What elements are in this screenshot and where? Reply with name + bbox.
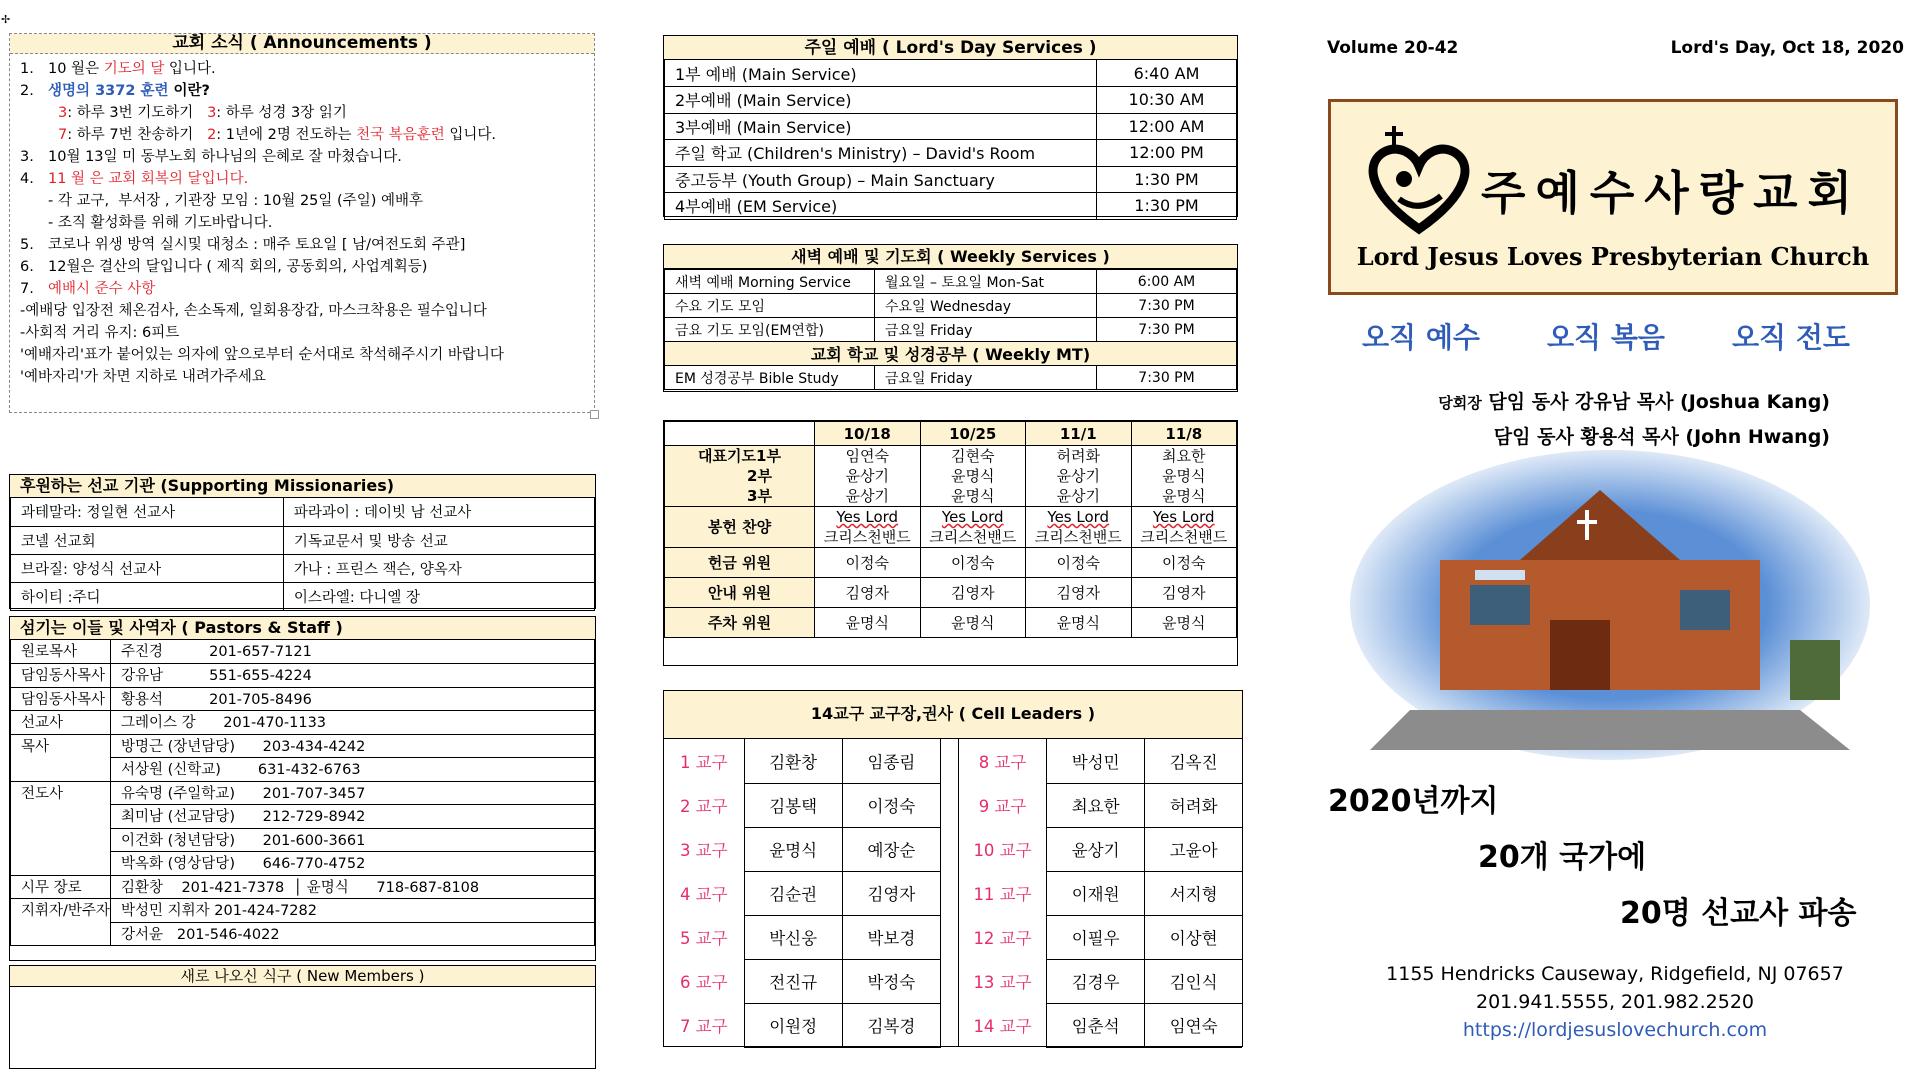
cell-leader: 윤명식 [744, 827, 842, 871]
announcement-number: 2. [20, 83, 34, 99]
prayer-name: 윤명식 [951, 487, 995, 505]
praise-line: 크리스천밴드 [823, 528, 911, 546]
table-row [664, 871, 1242, 915]
service-name: 4부예배 (EM Service) [665, 193, 1097, 220]
cell-divider [941, 783, 959, 827]
cell-leaders-table [664, 739, 1242, 1048]
announcement-text: - 각 교구, 부서장 , 기관장 모임 : 10월 25일 (주일) 예배후 [48, 193, 423, 209]
table-row [11, 554, 595, 582]
prayer-name: 윤상기 [1056, 467, 1100, 485]
cell-number: 11 교구 [973, 885, 1032, 904]
table-row [665, 507, 1237, 548]
date-label: Lord's Day, Oct 18, 2020 [1670, 38, 1904, 58]
table-row [664, 783, 1242, 827]
prayer-name: 임연숙 [845, 447, 889, 465]
staff-entry: 서상원 (신학교) 631-432-6763 [111, 758, 595, 782]
role-value: 윤명식 [1131, 608, 1237, 638]
cell-leader: 김환창 [744, 739, 842, 783]
cell-number: 5 교구 [679, 929, 728, 948]
cell-leader: 이필우 [1047, 915, 1145, 959]
services-title: 주일 예배 ( Lord's Day Services ) [664, 36, 1237, 60]
service-time: 6:40 AM [1097, 60, 1237, 87]
announcement-text: : 하루 3번 기도하기 [67, 105, 208, 121]
announcement-text: : 하루 성경 3장 읽기 [216, 105, 347, 121]
cell-leaders-box [663, 690, 1243, 1047]
pastor-line-1: 당회장 담임 동사 강유남 목사 (Joshua Kang) [1438, 391, 1830, 413]
announcements-box [9, 33, 595, 413]
table-row [665, 193, 1237, 220]
cell-number: 2 교구 [679, 797, 728, 816]
praise-cell [815, 507, 921, 548]
staff-role: 원로목사 [11, 640, 111, 664]
praise-line: Yes Lord [1152, 508, 1215, 526]
role-value: 이정숙 [815, 548, 921, 578]
missionary-cell: 하이티 :주디 [11, 582, 284, 610]
cell-number: 12 교구 [973, 929, 1032, 948]
address: 1155 Hendricks Causeway, Ridgefield, NJ 07657 [1386, 963, 1844, 985]
cell-deaconess: 고윤아 [1145, 827, 1242, 871]
table-row [664, 1003, 1242, 1047]
prayer-label [665, 446, 815, 507]
role-value: 김영자 [1026, 578, 1132, 608]
missionary-cell: 과테말라: 정일현 선교사 [11, 498, 284, 526]
service-time: 12:00 PM [1097, 140, 1237, 167]
table-row [11, 582, 595, 610]
church-logo [1328, 99, 1898, 295]
missionaries-table [10, 498, 595, 611]
praise-cell [920, 507, 1026, 548]
cell-deaconess: 김복경 [842, 1003, 940, 1047]
new-members-box [9, 965, 596, 1069]
cell-deaconess: 이상현 [1145, 915, 1242, 959]
announcement-line [20, 80, 584, 102]
role-label: 안내 위원 [665, 578, 815, 608]
logo-english-text: Lord Jesus Loves Presbyterian Church [1356, 242, 1870, 271]
table-row [665, 422, 1237, 446]
cell-number: 14 교구 [973, 1017, 1032, 1036]
service-time: 1:30 PM [1097, 166, 1237, 193]
announcement-text: -예배당 입장전 체온검사, 손소독제, 일회용장갑, 마스크착용은 필수입니다 [20, 303, 487, 319]
prayer-name: 윤상기 [1056, 487, 1100, 505]
weekly-name: 새벽 예배 Morning Service [665, 270, 875, 294]
cell-deaconess: 서지형 [1145, 871, 1242, 915]
staff-role: 담임동사목사 [11, 664, 111, 688]
cell-leader: 최요한 [1047, 783, 1145, 827]
announcement-text: 3 [207, 105, 217, 121]
cell-deaconess: 허려화 [1145, 783, 1242, 827]
announcements-title: 교회 소식 ( Announcements ) [10, 34, 594, 54]
prayer-cell [1131, 446, 1237, 507]
missionary-cell: 브라질: 양성식 선교사 [11, 554, 284, 582]
weekly-name: 금요 기도 모임(EM연합) [665, 318, 875, 342]
staff-role: 시무 장로 [11, 875, 111, 899]
staff-table [10, 640, 595, 946]
staff-entry: 주진경 201-657-7121 [111, 640, 595, 664]
cell-leader: 김봉택 [744, 783, 842, 827]
cell-deaconess: 박보경 [842, 915, 940, 959]
roles-date: 11/1 [1026, 422, 1132, 446]
slogan-1: 오직 예수 [1362, 321, 1480, 354]
slogan-3: 오직 전도 [1732, 321, 1850, 354]
announcement-line [20, 344, 584, 366]
heart-cross-icon [1359, 124, 1479, 244]
services-table [664, 60, 1237, 220]
announcement-text: 천국 복음훈련 [356, 127, 445, 143]
role-label: 헌금 위원 [665, 548, 815, 578]
announcement-line [20, 190, 584, 212]
role-value: 김영자 [815, 578, 921, 608]
missionary-cell: 코넬 선교회 [11, 526, 284, 554]
prayer-name: 윤명식 [1162, 487, 1206, 505]
staff-entry: 최미남 (선교담당) 212-729-8942 [111, 805, 595, 829]
cell-number: 7 교구 [679, 1017, 728, 1036]
table-row [664, 959, 1242, 1003]
cell-leaders-title: 14교구 교구장,권사 ( Cell Leaders ) [664, 691, 1242, 739]
table-row [11, 734, 595, 758]
cell-leader: 김경우 [1047, 959, 1145, 1003]
prayer-cell [1026, 446, 1132, 507]
cell-number: 9 교구 [978, 797, 1027, 816]
table-row [665, 548, 1237, 578]
announcement-text: -사회적 거리 유지: 6피트 [20, 325, 180, 341]
service-time: 12:00 AM [1097, 113, 1237, 140]
role-value: 이정숙 [1131, 548, 1237, 578]
missionary-cell: 가나 : 프린스 잭슨, 양옥자 [283, 554, 594, 582]
role-value: 이정숙 [1026, 548, 1132, 578]
staff-title: 섬기는 이들 및 사역자 ( Pastors & Staff ) [10, 617, 595, 640]
missionary-cell: 기독교문서 및 방송 선교 [283, 526, 594, 554]
resize-handle-icon[interactable] [590, 410, 599, 419]
announcement-text: 이란? [168, 83, 210, 99]
announcements-list [10, 54, 594, 392]
prayer-name: 윤상기 [845, 467, 889, 485]
weekly-table [664, 269, 1237, 390]
volume-label: Volume 20-42 [1327, 38, 1459, 58]
cell-leader: 이재원 [1047, 871, 1145, 915]
cell-deaconess: 임종림 [842, 739, 940, 783]
table-row [664, 915, 1242, 959]
roles-date: 10/25 [920, 422, 1026, 446]
cell-leader: 박신웅 [744, 915, 842, 959]
services-box [663, 35, 1238, 217]
role-value: 윤명식 [1026, 608, 1132, 638]
cell-number: 4 교구 [679, 885, 728, 904]
table-row [11, 875, 595, 899]
announcement-number: 3. [20, 149, 34, 165]
table-row [665, 578, 1237, 608]
weekly-name: 수요 기도 모임 [665, 294, 875, 318]
announcement-line [20, 234, 584, 256]
staff-entry: 강서윤 201-546-4022 [111, 922, 595, 946]
cell-divider [941, 915, 959, 959]
contact-block [1320, 960, 1910, 1044]
announcement-number: 6. [20, 259, 34, 275]
announcement-line [20, 58, 584, 80]
cell-leader: 박성민 [1047, 739, 1145, 783]
table-row [11, 664, 595, 688]
prayer-name: 윤명식 [951, 467, 995, 485]
praise-label: 봉헌 찬양 [665, 507, 815, 548]
cell-deaconess: 임연숙 [1145, 1003, 1242, 1047]
prayer-name: 최요한 [1162, 447, 1206, 465]
staff-entry: 강유남 551-655-4224 [111, 664, 595, 688]
vision-line-2: 20개 국가에 [1478, 840, 1647, 875]
missionary-cell: 파라과이 : 데이빗 남 선교사 [283, 498, 594, 526]
prayer-name: 허려화 [1056, 447, 1100, 465]
cell-number: 10 교구 [973, 841, 1032, 860]
announcement-text: 10월 13일 미 동부노회 하나님의 은혜로 잘 마쳤습니다. [48, 149, 402, 165]
service-name: 중고등부 (Youth Group) – Main Sanctuary [665, 166, 1097, 193]
announcement-text: : 하루 7번 찬송하기 [67, 127, 208, 143]
announcement-text: 10 월은 [48, 61, 104, 77]
table-row [11, 781, 595, 805]
cell-deaconess: 김인식 [1145, 959, 1242, 1003]
announcement-text: 입니다. [164, 61, 216, 77]
prayer-label-line: 3부 [747, 487, 772, 505]
cell-number: 1 교구 [679, 753, 728, 772]
cell-deaconess: 예장순 [842, 827, 940, 871]
new-members-title: 새로 나오신 식구 ( New Members ) [10, 966, 595, 987]
announcement-line [20, 300, 584, 322]
roles-box [663, 420, 1238, 666]
slogan-2: 오직 복음 [1547, 321, 1665, 354]
cell-divider [941, 959, 959, 1003]
announcement-text: 3 [58, 105, 68, 121]
table-row [665, 60, 1237, 87]
staff-entry: 그레이스 강 201-470-1133 [111, 711, 595, 735]
table-row [665, 446, 1237, 507]
cell-deaconess: 김영자 [842, 871, 940, 915]
phone: 201.941.5555, 201.982.2520 [1475, 991, 1754, 1013]
cell-number: 6 교구 [679, 973, 728, 992]
cell-leader: 윤상기 [1047, 827, 1145, 871]
cell-divider [941, 827, 959, 871]
praise-line: Yes Lord [941, 508, 1004, 526]
roles-table [664, 421, 1237, 638]
prayer-name: 윤상기 [845, 487, 889, 505]
roles-date: 10/18 [815, 422, 921, 446]
resize-handle-icon[interactable]: ✢ [1, 13, 11, 26]
prayer-label-line: 2부 [747, 467, 772, 485]
cell-leader: 임춘석 [1047, 1003, 1145, 1047]
pastor-prefix: 당회장 [1438, 394, 1482, 412]
role-value: 윤명식 [920, 608, 1026, 638]
cell-number: 3 교구 [679, 841, 728, 860]
weekly-time: 7:30 PM [1097, 294, 1237, 318]
table-row [11, 687, 595, 711]
table-row [665, 294, 1237, 318]
announcement-text: 코로나 위생 방역 실시및 대청소 : 매주 토요일 [ 남/여전도회 주관] [48, 237, 466, 253]
table-row [11, 498, 595, 526]
announcement-line [20, 146, 584, 168]
weekly-box [663, 244, 1238, 392]
service-name: 1부 예배 (Main Service) [665, 60, 1097, 87]
prayer-cell [920, 446, 1026, 507]
praise-cell [1026, 507, 1132, 548]
weekly-day: 수요일 Wednesday [875, 294, 1097, 318]
praise-cell [1131, 507, 1237, 548]
announcement-line [20, 102, 584, 124]
cell-divider [941, 739, 959, 783]
prayer-cell [815, 446, 921, 507]
roles-date: 11/8 [1131, 422, 1237, 446]
announcement-text: 7 [58, 127, 68, 143]
announcement-line [20, 278, 584, 300]
announcement-text: : 1년에 2명 전도하는 [216, 127, 357, 143]
announcement-line [20, 124, 584, 146]
weekly-name: EM 성경공부 Bible Study [665, 366, 875, 390]
staff-entry: 이건화 (청년담당) 201-600-3661 [111, 828, 595, 852]
staff-role: 지휘자/반주자 [11, 899, 111, 946]
announcement-text: 입니다. [444, 127, 497, 143]
service-time: 1:30 PM [1097, 193, 1237, 220]
cell-leader: 김순권 [744, 871, 842, 915]
cell-deaconess: 이정숙 [842, 783, 940, 827]
weekly-title: 새벽 예배 및 기도회 ( Weekly Services ) [664, 245, 1237, 269]
announcement-text: 12월은 결산의 달입니다 ( 제직 회의, 공동회의, 사업계획등) [48, 259, 428, 275]
role-value: 김영자 [1131, 578, 1237, 608]
staff-entry: 박성민 지휘자 201-424-7282 [111, 899, 595, 923]
role-value: 윤명식 [815, 608, 921, 638]
service-name: 3부예배 (Main Service) [665, 113, 1097, 140]
table-row [11, 711, 595, 735]
missionaries-title: 후원하는 선교 기관 (Supporting Missionaries) [10, 475, 595, 498]
weekly-sub-title: 교회 학교 및 성경공부 ( Weekly MT) [665, 342, 1237, 366]
table-row [665, 608, 1237, 638]
role-value: 이정숙 [920, 548, 1026, 578]
announcement-text: '예배자리'표가 붙어있는 의자에 앞으로부터 순서대로 착석해주시기 바랍니다 [20, 347, 504, 363]
table-row [665, 318, 1237, 342]
table-row [665, 166, 1237, 193]
table-row [664, 827, 1242, 871]
table-row [665, 366, 1237, 390]
praise-line: 크리스천밴드 [1034, 528, 1122, 546]
vision-line-3: 20명 선교사 파송 [1620, 896, 1857, 931]
vision-line-1: 2020년까지 [1328, 784, 1499, 819]
prayer-label-line: 대표기도1부 [698, 447, 781, 465]
staff-entry: 박옥화 (영상담당) 646-770-4752 [111, 852, 595, 876]
staff-role: 선교사 [11, 711, 111, 735]
cell-leader: 이원정 [744, 1003, 842, 1047]
praise-line: 크리스천밴드 [929, 528, 1017, 546]
service-name: 주일 학교 (Children's Ministry) – David's Room [665, 140, 1097, 167]
praise-line: Yes Lord [1047, 508, 1110, 526]
staff-entry: 방명근 (장년담당) 203-434-4242 [111, 734, 595, 758]
role-label: 주차 위원 [665, 608, 815, 638]
praise-line: 크리스천밴드 [1140, 528, 1228, 546]
table-row [664, 739, 1242, 783]
announcement-number: 7. [20, 281, 34, 297]
weekly-time: 7:30 PM [1097, 318, 1237, 342]
website-link[interactable]: https://lordjesuslovechurch.com [1462, 1019, 1768, 1041]
weekly-day: 월요일 – 토요일 Mon-Sat [875, 270, 1097, 294]
staff-entry: 황용석 201-705-8496 [111, 687, 595, 711]
pastor-line-2: 담임 동사 황용석 목사 (John Hwang) [1493, 426, 1830, 448]
staff-role: 담임동사목사 [11, 687, 111, 711]
staff-entry: 김환창 201-421-7378 │ 윤명식 718-687-8108 [111, 875, 595, 899]
pastors-block [1380, 385, 1830, 454]
announcement-line [20, 366, 584, 388]
table-row [665, 270, 1237, 294]
cell-deaconess: 김옥진 [1145, 739, 1242, 783]
announcement-text: - 조직 활성화를 위해 기도바랍니다. [48, 215, 273, 231]
weekly-time: 7:30 PM [1097, 366, 1237, 390]
cell-leader: 전진규 [744, 959, 842, 1003]
staff-box [9, 616, 596, 961]
roles-corner [665, 422, 815, 446]
service-name: 2부예배 (Main Service) [665, 87, 1097, 114]
announcement-number: 4. [20, 171, 34, 187]
announcement-number: 1. [20, 61, 34, 77]
table-row [11, 899, 595, 923]
role-value: 김영자 [920, 578, 1026, 608]
staff-role: 전도사 [11, 781, 111, 875]
cell-divider [941, 871, 959, 915]
weekly-time: 6:00 AM [1097, 270, 1237, 294]
cell-number: 13 교구 [973, 973, 1032, 992]
table-row [11, 526, 595, 554]
announcement-text: 기도의 달 [103, 61, 165, 77]
table-row [665, 87, 1237, 114]
staff-entry: 유숙명 (주일학교) 201-707-3457 [111, 781, 595, 805]
prayer-name: 윤명식 [1162, 467, 1206, 485]
service-time: 10:30 AM [1097, 87, 1237, 114]
praise-line: Yes Lord [836, 508, 899, 526]
logo-korean-text: 주예수사랑교회 [1481, 166, 1863, 220]
announcement-text: 11 월 은 교회 회복의 달입니다. [48, 171, 249, 187]
staff-role: 목사 [11, 734, 111, 781]
announcement-line [20, 256, 584, 278]
table-row [11, 640, 595, 664]
table-row [665, 113, 1237, 140]
announcement-number: 5. [20, 237, 34, 253]
table-row [665, 342, 1237, 366]
weekly-day: 금요일 Friday [875, 318, 1097, 342]
weekly-day: 금요일 Friday [875, 366, 1097, 390]
cell-deaconess: 박정숙 [842, 959, 940, 1003]
missionaries-box [9, 474, 596, 609]
cell-number: 8 교구 [978, 753, 1027, 772]
announcement-text: 2 [207, 127, 217, 143]
table-row [665, 140, 1237, 167]
announcement-line [20, 168, 584, 190]
announcement-line [20, 322, 584, 344]
missionary-cell: 이스라엘: 다니엘 장 [283, 582, 594, 610]
cell-divider [941, 1003, 959, 1047]
announcement-text: 생명의 3372 훈련 [48, 83, 169, 99]
prayer-name: 김현숙 [951, 447, 995, 465]
announcement-text: 예배시 준수 사항 [48, 281, 156, 297]
announcement-line [20, 212, 584, 234]
announcement-text: '예바자리'가 차면 지하로 내려가주세요 [20, 369, 266, 385]
church-building-image [1350, 450, 1870, 760]
